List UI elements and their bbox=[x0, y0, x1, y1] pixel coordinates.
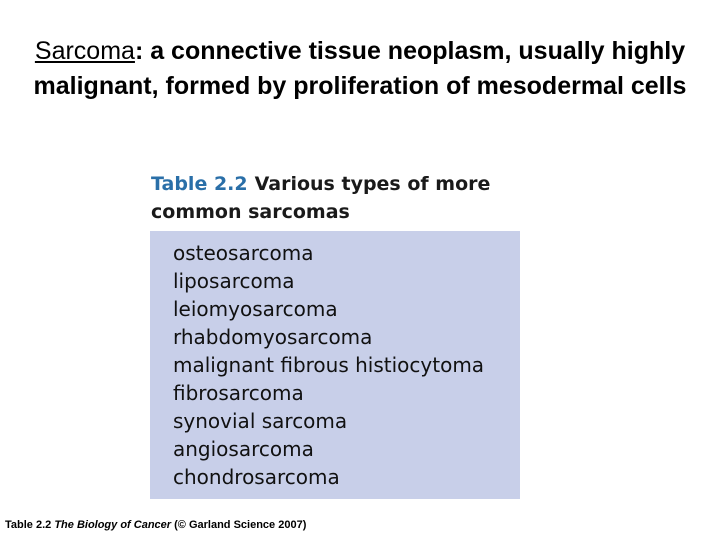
sarcoma-list bbox=[173, 239, 520, 491]
list-item: fibrosarcoma bbox=[173, 381, 304, 405]
citation-suffix: (© Garland Science 2007) bbox=[171, 519, 307, 531]
list-item: malignant fibrous histiocytoma bbox=[173, 353, 485, 377]
table-caption bbox=[151, 170, 531, 226]
heading-definition: : a connective tissue neoplasm, usually highly malignant, formed by proliferation of mesodermal cells bbox=[33, 37, 687, 100]
heading-term: Sarcoma bbox=[34, 37, 135, 65]
list-item: rhabdomyosarcoma bbox=[173, 325, 373, 349]
sarcoma-table bbox=[150, 231, 520, 499]
table-number: Table 2.2 bbox=[151, 173, 248, 195]
source-citation bbox=[5, 518, 306, 532]
slide-heading bbox=[0, 34, 720, 104]
list-item: chondrosarcoma bbox=[173, 465, 340, 489]
citation-prefix: Table 2.2 bbox=[5, 519, 55, 531]
list-item: angiosarcoma bbox=[173, 437, 314, 461]
list-item: osteosarcoma bbox=[173, 241, 314, 265]
list-item: synovial sarcoma bbox=[173, 409, 348, 433]
list-item: leiomyosarcoma bbox=[173, 297, 338, 321]
list-item: liposarcoma bbox=[173, 269, 295, 293]
table-title: Various types of more common sarcomas bbox=[151, 173, 491, 223]
citation-book-title: The Biology of Cancer bbox=[54, 519, 172, 531]
